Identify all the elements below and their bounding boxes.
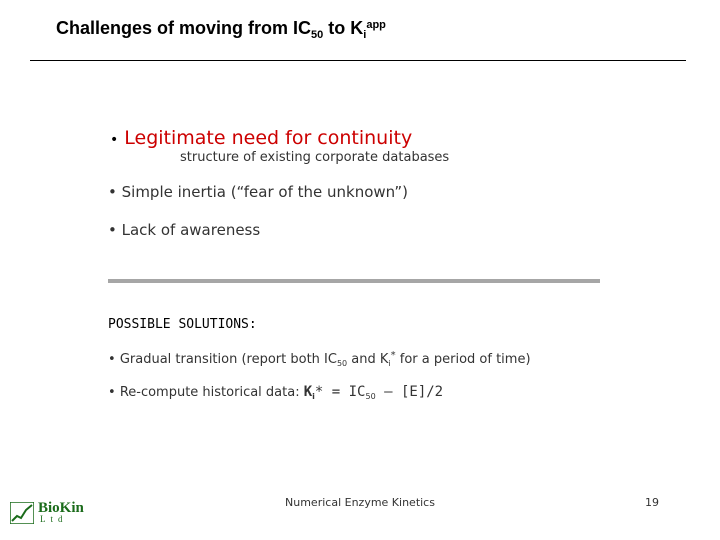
solution-gradual-transition: • Gradual transition (report both $IC_{50}$ and $K_i^*$ for a period of time) xyxy=(108,350,531,368)
title-divider xyxy=(30,60,686,61)
section-separator xyxy=(108,279,600,283)
bullet-inertia xyxy=(108,183,408,201)
bullet-text: Lack of awareness xyxy=(121,221,261,239)
bullet-dot: • xyxy=(108,221,122,239)
footer-text: Numerical Enzyme Kinetics xyxy=(285,496,435,509)
bullet-dot: • xyxy=(108,385,120,400)
bullet-dot: • xyxy=(108,352,120,367)
slide-title: Challenges of moving from $IC_{50}$ to $K_i^{app}$ xyxy=(56,18,386,41)
bullet-text: Legitimate need for continuity xyxy=(124,127,413,149)
bullet-detail: structure of existing corporate databases xyxy=(180,150,450,165)
biokin-logo xyxy=(10,500,90,525)
logo-sub: Ltd xyxy=(40,514,68,524)
logo-name: BioKin xyxy=(38,500,84,516)
bullet-dot: • xyxy=(110,132,119,148)
bullet-continuity xyxy=(110,127,412,149)
bullet-dot: • xyxy=(108,183,122,201)
solutions-heading: POSSIBLE SOLUTIONS: xyxy=(108,317,257,332)
solution-recompute: • Re-compute historical data: $K_i* = IC_{50} - [E]/2$ xyxy=(108,384,444,401)
growth-chart-icon xyxy=(10,502,34,524)
page-number: 19 xyxy=(645,496,659,509)
bullet-text: Simple inertia (“fear of the unknown”) xyxy=(121,183,408,201)
bullet-awareness xyxy=(108,221,260,239)
